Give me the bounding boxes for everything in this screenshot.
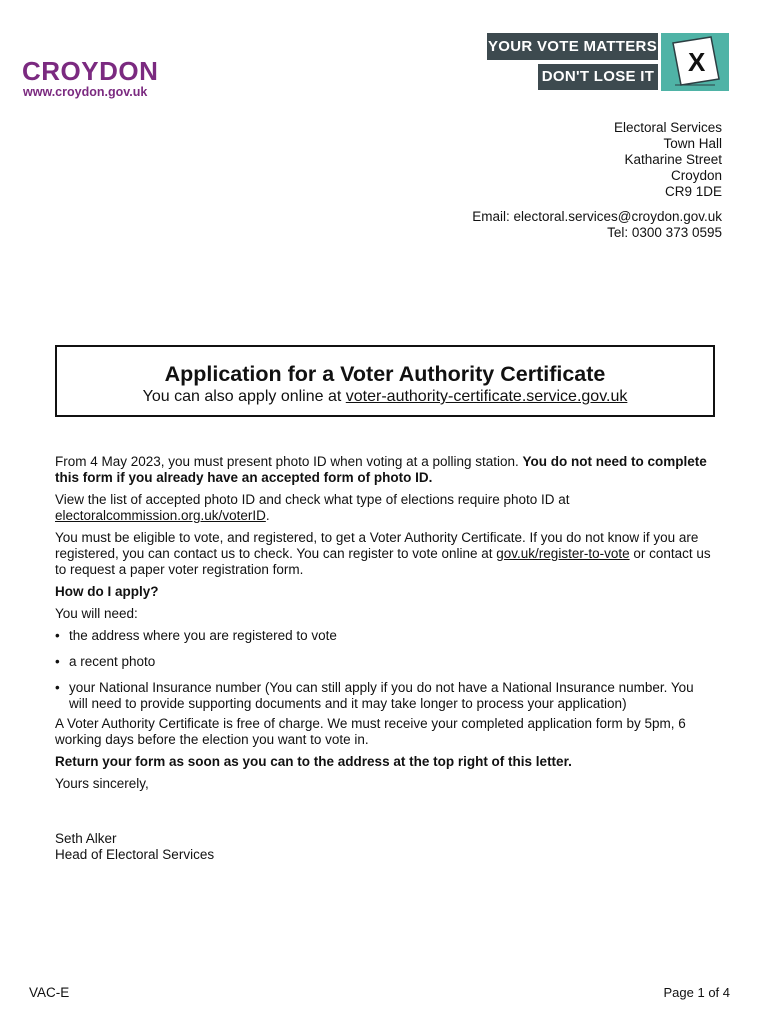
page-subtitle [57, 387, 713, 407]
vote-matters-badge: YOUR VOTE MATTERS [487, 33, 658, 60]
contact-details [472, 209, 722, 241]
requirements-list [55, 628, 715, 712]
online-application-link[interactable]: voter-authority-certificate.service.gov.uk [345, 388, 628, 405]
signatory-role: Head of Electoral Services [55, 847, 215, 862]
email-line: Email: electoral.services@croydon.gov.uk [472, 209, 722, 224]
tel-line: Tel: 0300 373 0595 [607, 225, 722, 240]
closing-line: Yours sincerely, [55, 776, 149, 791]
list-item-text: your National Insurance number (You can still apply if you do not have a National Insurance number. You will need to provide supporting documents and it may take longer to process your application) [69, 680, 694, 711]
eligibility-end: or contact us to request a paper voter registration form. [55, 546, 711, 577]
ballot-graphic [661, 33, 729, 91]
return-address [614, 120, 722, 200]
eligibility-paragraph [55, 530, 715, 578]
photo-id-paragraph [55, 454, 715, 486]
address-line: Croydon [670, 168, 722, 183]
dont-lose-it-badge: DON'T LOSE IT [538, 64, 658, 90]
return-form-paragraph [55, 754, 715, 770]
register-to-vote-link[interactable]: gov.uk/register-to-vote [496, 546, 630, 561]
form-code: VAC-E [29, 985, 70, 1000]
list-item-text: the address where you are registered to vote [69, 628, 337, 643]
eligibility-text: You must be eligible to vote, and registered, to get a Voter Authority Certificate. If you do not know if you are registered, you can contact us to check. You can register to vote online at [55, 530, 699, 561]
list-item [55, 680, 715, 712]
croydon-logo-url: www.croydon.gov.uk [23, 85, 148, 99]
accepted-id-text: View the list of accepted photo ID and check what type of elections require photo ID at [55, 492, 570, 507]
address-line: Electoral Services [613, 120, 722, 135]
you-will-need: You will need: [55, 606, 138, 621]
signature-block [55, 831, 214, 863]
signatory-name: Seth Alker [55, 831, 117, 846]
title-box [55, 345, 715, 417]
how-to-apply-text: How do I apply? [55, 584, 159, 599]
croydon-logo: CROYDON [22, 56, 159, 86]
subtitle-text: You can also apply online at [142, 388, 346, 405]
page-number: Page 1 of 4 [663, 985, 730, 1000]
list-item [55, 654, 715, 670]
accepted-id-end: . [265, 508, 270, 523]
address-line: CR9 1DE [664, 184, 722, 199]
list-item [55, 628, 715, 644]
bullet-icon: • [55, 654, 60, 669]
ballot-paper-icon [661, 33, 729, 91]
how-to-apply-heading [55, 584, 715, 600]
page-title: Application for a Voter Authority Certificate [164, 362, 606, 386]
ballot-mark: X [688, 47, 706, 77]
return-form-text: Return your form as soon as you can to the address at the top right of this letter. [55, 754, 572, 769]
address-line: Katharine Street [624, 152, 722, 167]
bullet-icon: • [55, 680, 60, 695]
photo-id-bold-text: You do not need to complete this form if you already have an accepted form of photo ID. [55, 454, 707, 485]
bullet-icon: • [55, 628, 60, 643]
address-line: Town Hall [663, 136, 722, 151]
letter-body [55, 454, 715, 798]
accepted-id-paragraph [55, 492, 715, 524]
list-item-text: a recent photo [69, 654, 156, 669]
photo-id-text: From 4 May 2023, you must present photo ID when voting at a polling station. [55, 454, 523, 469]
electoral-commission-link[interactable]: electoralcommission.org.uk/voterID [55, 508, 266, 523]
free-of-charge-paragraph: A Voter Authority Certificate is free of charge. We must receive your completed application form by 5pm, 6 working days before the election you want to vote in. [55, 716, 686, 747]
